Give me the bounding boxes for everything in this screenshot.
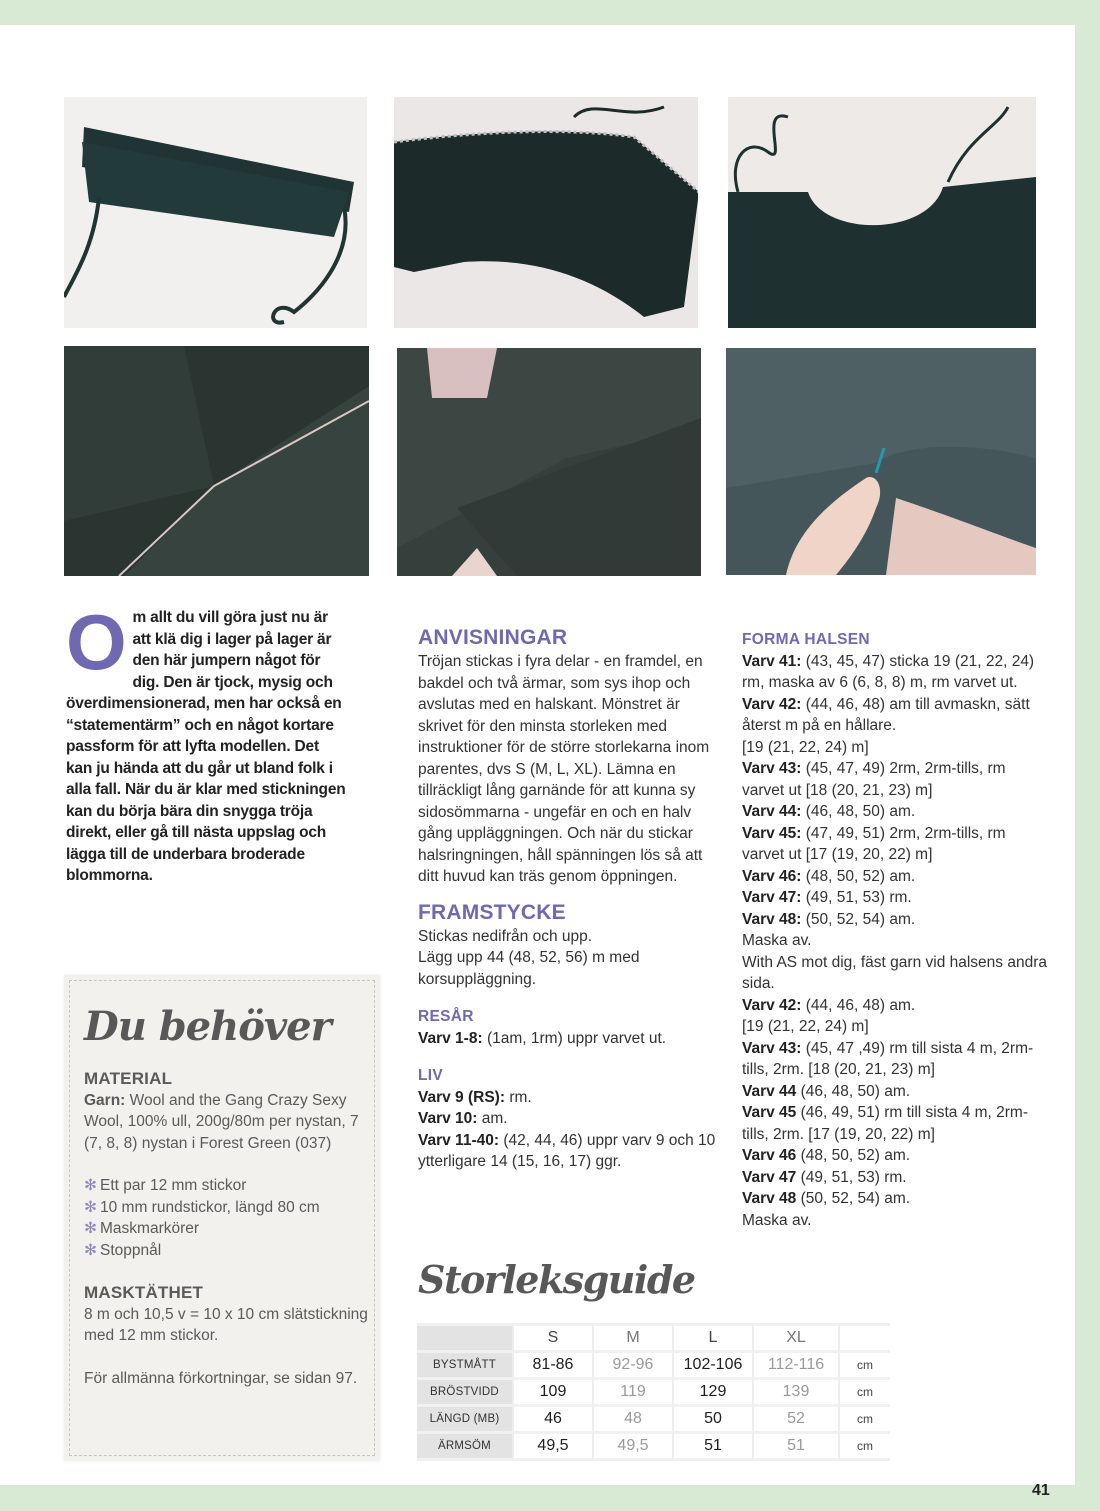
neck-row: Varv 45 (46, 49, 51) rm till sista 4 m, 2rm-tills, 2rm. [17 (19, 20, 22) m]: [742, 1104, 1029, 1143]
intro-text: [66, 598, 346, 887]
photo-sleeve-joined: [397, 348, 701, 576]
asterisk-icon: ✻: [84, 1241, 97, 1259]
drop-cap: O: [66, 598, 127, 686]
yarn-label: Garn:: [84, 1091, 126, 1109]
row-label: ÄRMSÖM: [417, 1434, 512, 1458]
knitted-ribbing-image: [64, 97, 367, 328]
neck-row: Varv 46 (48, 50, 52) am.: [742, 1147, 911, 1164]
front-heading: FRAMSTYCKE: [418, 900, 566, 924]
sleeve-joined-image: [397, 348, 701, 576]
photo-seaming-closeup: [726, 348, 1036, 575]
row-label: BRÖSTVIDD: [417, 1380, 512, 1404]
instructions-text: Tröjan stickas i fyra delar - en framdel, en bakdel och två ärmar, som sys ihop och avslutas med en halskant. Mönstret är skrivet för den minsta storleken med instruktioner för de större storlekarna inom parentes, dvs S (M, L, XL). Lämna en tillräckligt lång garnände för att kunna sy sidosömmarna - ungefär en och en halv gång uppläggningen. Och när du stickar halsringningen, håll spänningen lös så att ditt huvud kan träs genom öppningen.: [418, 653, 710, 885]
intro-body: m allt du vill göra just nu är att klä dig i lager på lager är den här jumpern något för dig. Den är tjock, mysig och överdimensionerad, men har också en “statementärm” och en något kortare passform för att lyfta modellen. Det kan ju hända att du går ut bland folk i alla fall. När du är klar med stickningen kan du börja bära din snygga tröja direkt, eller gå till nästa uppslag och lägga till de underbara broderade blommorna.: [66, 609, 346, 884]
list-item: ✻ Stoppnål: [84, 1241, 162, 1259]
neck-row: Maska av.: [742, 1211, 812, 1229]
asterisk-icon: ✻: [84, 1198, 97, 1216]
material-heading: MATERIAL: [84, 1069, 173, 1088]
column-header: M: [592, 1326, 672, 1350]
body-row: Varv 11-40: (42, 44, 46) uppr varv 9 och 10 ytterligare 14 (15, 16, 17) ggr.: [418, 1131, 716, 1170]
neck-row: Varv 44: (46, 48, 50) am.: [742, 803, 916, 820]
row-label: LÄNGD (MB): [417, 1407, 512, 1431]
neck-row: Varv 42: (44, 46, 48) am till avmaskn, sätt återst m på en hållare.: [742, 695, 1030, 734]
column-header: S: [512, 1326, 592, 1350]
ribbing-heading: RESÅR: [418, 1008, 474, 1025]
neck-heading: FORMA HALSEN: [742, 631, 870, 648]
seaming-closeup-image: [726, 348, 1036, 575]
neck-row: Varv 47: (49, 51, 53) rm.: [742, 889, 912, 906]
table-row: BRÖSTVIDD 109 119 129 139 cm: [417, 1380, 890, 1404]
materials-box: [64, 975, 380, 1461]
neck-row: Varv 41: (43, 45, 47) sticka 19 (21, 22, 24) rm, maska av 6 (6, 8, 8) m, rm varvet ut.: [742, 652, 1035, 691]
photo-front-panel: [394, 97, 698, 328]
table-row: ÄRMSÖM 49,5 49,5 51 51 cm: [417, 1434, 890, 1458]
list-item: ✻ 10 mm rundstickor, längd 80 cm: [84, 1198, 320, 1216]
neckline-image: [728, 97, 1036, 328]
ribbing-row: Varv 1-8: (1am, 1rm) uppr varvet ut.: [418, 1029, 667, 1047]
size-guide-table: [417, 1323, 890, 1461]
body-row: Varv 10: am.: [418, 1110, 508, 1127]
materials-title: Du behöver: [84, 1003, 331, 1050]
abbreviation-note: För allmänna förkortningar, se sidan 97.: [84, 1369, 358, 1387]
tools-list: [84, 1175, 369, 1261]
table-row: LÄNGD (MB) 46 48 50 52 cm: [417, 1407, 890, 1431]
table-row: BYSTMÅTT 81-86 92-96 102-106 112-116 cm: [417, 1353, 890, 1377]
materials-content: [84, 1068, 369, 1389]
asterisk-icon: ✻: [84, 1177, 97, 1194]
page-number: 41: [1032, 1482, 1050, 1499]
knitted-panel-image: [394, 97, 698, 328]
neck-row: Varv 43: (45, 47 ,49) rm till sista 4 m, 2rm-tills, 2rm. [18 (20, 21, 23) m]: [742, 1039, 1034, 1078]
gauge-text: 8 m och 10,5 v = 10 x 10 cm slätstickning med 12 mm stickor.: [84, 1305, 368, 1344]
yarn-info: [84, 1090, 369, 1155]
column-header: L: [672, 1326, 752, 1350]
neck-row: Varv 44 (46, 48, 50) am.: [742, 1082, 911, 1100]
body-heading: LIV: [418, 1067, 444, 1084]
photo-neckline: [728, 97, 1036, 328]
neck-row: Varv 48: (50, 52, 54) am.: [742, 910, 916, 928]
column-header: XL: [752, 1326, 838, 1350]
front-line: Lägg upp 44 (48, 52, 56) m med korsuppläggning.: [418, 949, 640, 988]
list-item: ✻ Ett par 12 mm stickor: [84, 1177, 247, 1194]
neck-row: Maska av.: [742, 932, 812, 949]
joined-pieces-image: [64, 346, 369, 576]
instructions-heading: ANVISNINGAR: [418, 626, 568, 649]
body-row: Varv 9 (RS): rm.: [418, 1088, 532, 1106]
neck-row: Varv 43: (45, 47, 49) 2rm, 2rm-tills, rm varvet ut [18 (20, 21, 23) m]: [742, 760, 1006, 799]
asterisk-icon: ✻: [84, 1220, 97, 1237]
neck-row: With AS mot dig, fäst garn vid halsens andra sida.: [742, 953, 1047, 992]
list-item: ✻ Maskmarkörer: [84, 1220, 200, 1237]
magazine-page: [0, 25, 1075, 1499]
neck-row: Varv 45: (47, 49, 51) 2rm, 2rm-tills, rm varvet ut [17 (19, 20, 22) m]: [742, 824, 1006, 863]
yarn-text: Wool and the Gang Crazy Sexy Wool, 100% ull, 200g/80m per nystan, 7 (7, 8, 8) nystan i Forest Green (037): [84, 1091, 359, 1152]
photo-pieces-joined: [64, 346, 369, 576]
neck-row: Varv 46: (48, 50, 52) am.: [742, 867, 916, 885]
neck-row: [19 (21, 22, 24) m]: [742, 1018, 869, 1035]
neck-row: [19 (21, 22, 24) m]: [742, 738, 869, 756]
gauge-heading: MASKTÄTHET: [84, 1283, 204, 1302]
neck-row: Varv 47 (49, 51, 53) rm.: [742, 1168, 907, 1186]
neck-row: Varv 48 (50, 52, 54) am.: [742, 1190, 911, 1207]
photo-ribbing: [64, 97, 367, 328]
neck-shaping-column: [742, 629, 1052, 1231]
front-line: Stickas nedifrån och upp.: [418, 927, 593, 945]
table-header-row: [417, 1326, 890, 1350]
neck-row: Varv 42: (44, 46, 48) am.: [742, 996, 916, 1014]
instructions-column: [418, 625, 723, 1173]
row-label: BYSTMÅTT: [417, 1353, 512, 1377]
size-guide-title: Storleksguide: [418, 1257, 695, 1302]
